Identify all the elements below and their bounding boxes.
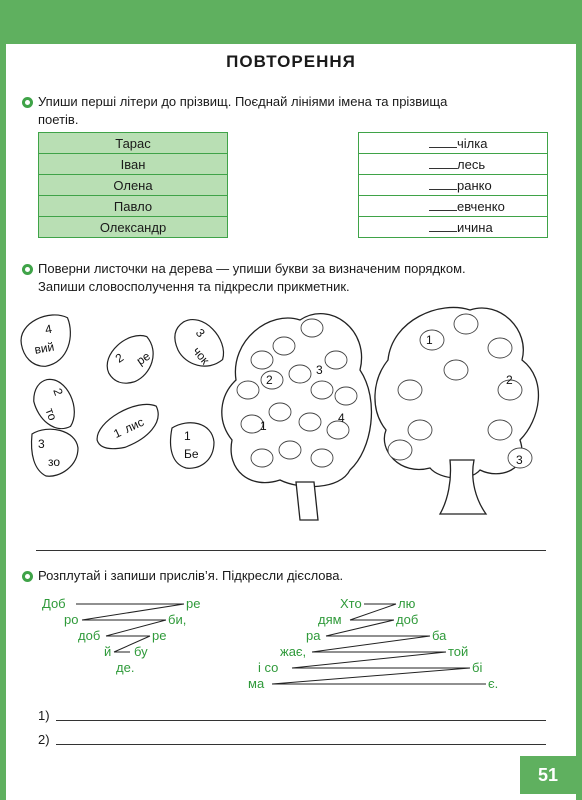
leaf-be[interactable] <box>171 423 214 469</box>
word-piece: Доб <box>42 596 66 611</box>
word-piece: ра <box>306 628 321 643</box>
answer-line-2[interactable] <box>56 744 546 745</box>
answer-label-1: 1) <box>38 708 50 723</box>
surname-text: чілка <box>457 136 488 151</box>
surnames-table <box>358 132 548 238</box>
leaf-syllable: лис <box>122 414 147 436</box>
leaf-chok[interactable] <box>166 310 232 378</box>
leaf-to[interactable] <box>28 374 81 436</box>
oak-number: 2 <box>506 373 513 387</box>
task1-text-line1: Упиши перші літери до прізвищ. Поєднай лініями імена та прізвища <box>38 94 448 109</box>
leaf-syllable: ре <box>133 348 153 368</box>
task2-text-line2: Запиши словосполучення та підкресли прикметник. <box>38 279 350 294</box>
oak-number: 3 <box>516 453 523 467</box>
surname-text: евченко <box>457 199 505 214</box>
letter-blank[interactable] <box>429 219 457 232</box>
surname-cell[interactable] <box>359 196 548 217</box>
word-piece: є. <box>488 676 499 691</box>
leaf-number: 1 <box>184 429 191 443</box>
birch-number: 4 <box>338 411 345 425</box>
birch-number: 3 <box>316 363 323 377</box>
surname-cell[interactable] <box>359 154 548 175</box>
leaf-syllable: Бе <box>184 447 199 461</box>
word-piece: лю <box>398 596 416 611</box>
word-piece: би, <box>168 612 187 627</box>
leaf-lys[interactable] <box>90 397 166 457</box>
answer-line-1[interactable] <box>56 720 546 721</box>
word-piece: бі <box>472 660 483 675</box>
leaf-number: 2 <box>50 386 66 398</box>
leaf-number: 1 <box>111 425 124 441</box>
task2-instruction <box>38 260 466 296</box>
word-piece: доб <box>396 612 419 627</box>
page-title: ПОВТОРЕННЯ <box>226 52 356 71</box>
letter-blank[interactable] <box>429 198 457 211</box>
leaf-syllable: чок <box>189 344 213 368</box>
word-piece: ба <box>432 628 447 643</box>
name-cell[interactable]: Павло <box>39 196 228 217</box>
name-cell[interactable]: Тарас <box>39 133 228 154</box>
letter-blank[interactable] <box>429 177 457 190</box>
leaf-syllable: вий <box>33 339 56 357</box>
word-piece: дям <box>318 612 342 627</box>
birch-number: 2 <box>266 373 273 387</box>
leaf-number: 3 <box>38 437 45 451</box>
surname-cell[interactable] <box>359 133 548 154</box>
word-piece: ре <box>186 596 201 611</box>
page-number: 51 <box>520 756 576 794</box>
word-piece: Хто <box>340 596 362 611</box>
word-piece: доб <box>78 628 101 643</box>
name-cell[interactable]: Олександр <box>39 217 228 238</box>
names-table <box>38 132 228 238</box>
surname-cell[interactable] <box>359 217 548 238</box>
surname-text: ичина <box>457 220 493 235</box>
word-piece: той <box>448 644 469 659</box>
leaf-syllable: то <box>42 406 60 423</box>
birch-number: 1 <box>260 419 267 433</box>
letter-blank[interactable] <box>429 156 457 169</box>
letter-blank[interactable] <box>429 135 457 148</box>
task1-bullet-icon <box>22 97 33 108</box>
task1-instruction <box>38 93 447 129</box>
leaf-number: 2 <box>112 350 127 366</box>
leaf-vyi[interactable] <box>17 312 76 370</box>
word-piece: й <box>104 644 112 659</box>
word-piece: ре <box>152 628 167 643</box>
word-piece: жає, <box>280 644 307 659</box>
answer-label-2: 2) <box>38 732 50 747</box>
task2-bullet-icon <box>22 264 33 275</box>
surname-text: лесь <box>457 157 486 172</box>
oak-number: 1 <box>426 333 433 347</box>
leaf-number: 3 <box>192 325 208 341</box>
birch-tree <box>222 314 372 520</box>
word-piece: і со <box>258 660 279 675</box>
leaves-and-trees-illustration <box>0 300 582 530</box>
leaf-syllable: зо <box>48 455 61 469</box>
oak-tree <box>375 307 538 514</box>
name-cell[interactable]: Іван <box>39 154 228 175</box>
word-piece: бу <box>134 644 148 659</box>
leaf-number: 4 <box>44 321 54 337</box>
answer-line-task2[interactable] <box>36 550 546 551</box>
task2-text-line1: Поверни листочки на дерева — упиши букви за визначеним порядком. <box>38 261 466 276</box>
task1-text-line2: поетів. <box>38 112 79 127</box>
task3-instruction: Розплутай і запиши прислів’я. Підкресли дієслова. <box>38 568 344 583</box>
word-piece: ро <box>64 612 79 627</box>
surname-cell[interactable] <box>359 175 548 196</box>
name-cell[interactable]: Олена <box>39 175 228 196</box>
word-piece: де. <box>116 660 135 675</box>
leaf-zo[interactable] <box>32 429 78 476</box>
task3-bullet-icon <box>22 571 33 582</box>
surname-text: ранко <box>457 178 492 193</box>
word-piece: ма <box>248 676 265 691</box>
leaf-re[interactable] <box>98 328 164 391</box>
